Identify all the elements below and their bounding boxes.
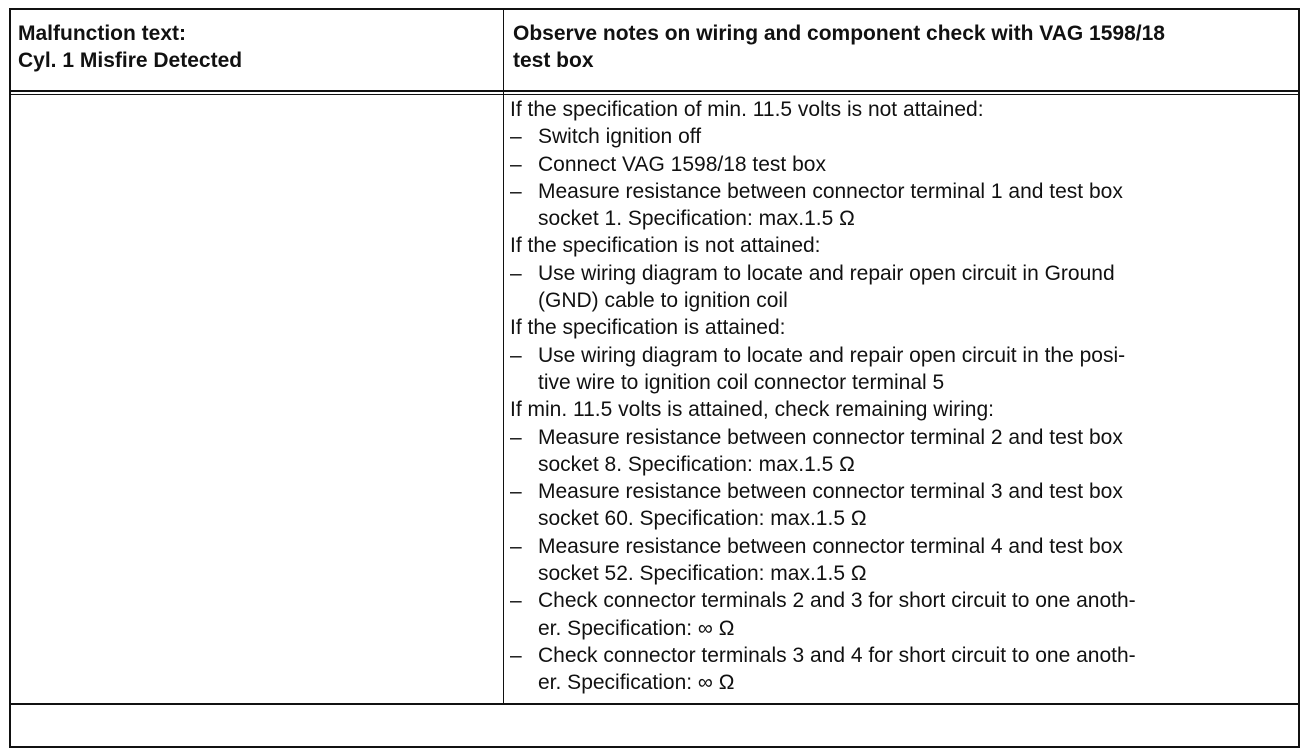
procedure-step — [510, 533, 1300, 588]
procedure-step — [510, 123, 1300, 150]
step-text-line: tive wire to ignition coil connector terminal 5 — [538, 370, 945, 394]
notes-header — [513, 20, 1293, 74]
step-bullet: – — [510, 480, 522, 504]
step-bullet: – — [510, 425, 522, 449]
malfunction-value: Cyl. 1 Misfire Detected — [18, 49, 243, 72]
malfunction-label: Malfunction text: — [18, 22, 186, 45]
step-text-line: socket 8. Specification: max.1.5 Ω — [538, 452, 855, 476]
step-text-line: Measure resistance between connector terminal 3 and test box — [538, 480, 1123, 504]
malfunction-header — [18, 20, 488, 74]
step-bullet: – — [510, 643, 522, 667]
procedure-step — [510, 642, 1300, 697]
step-text-line: socket 52. Specification: max.1.5 Ω — [538, 562, 867, 586]
condition-heading: If min. 11.5 volts is attained, check remaining wiring: — [510, 398, 994, 422]
step-bullet: – — [510, 534, 522, 558]
step-text — [538, 478, 1123, 533]
procedure-step — [510, 151, 1300, 178]
step-text — [538, 178, 1123, 233]
column-divider — [503, 10, 504, 703]
step-text-line: Measure resistance between connector terminal 1 and test box — [538, 179, 1123, 203]
condition-heading: If the specification is not attained: — [510, 234, 821, 258]
condition-heading: If the specification of min. 11.5 volts is not attained: — [510, 98, 984, 121]
step-text-line: Measure resistance between connector terminal 2 and test box — [538, 425, 1123, 449]
step-text — [538, 642, 1136, 697]
procedure-step — [510, 424, 1300, 479]
step-text-line: Check connector terminals 2 and 3 for short circuit to one anoth- — [538, 589, 1136, 613]
footer-divider — [11, 703, 1298, 705]
notes-header-line-1: Observe notes on wiring and component check with VAG 1598/18 — [513, 22, 1165, 45]
header-divider-inner — [11, 94, 1298, 95]
condition-heading: If the specification is attained: — [510, 316, 786, 340]
procedure-step — [510, 587, 1300, 642]
step-text-line: Check connector terminals 3 and 4 for short circuit to one anoth- — [538, 643, 1136, 667]
step-text — [538, 123, 701, 150]
step-text — [538, 342, 1125, 397]
step-text-line: socket 1. Specification: max.1.5 Ω — [538, 207, 855, 231]
step-text — [538, 260, 1115, 315]
procedure-step — [510, 178, 1300, 233]
step-bullet: – — [510, 179, 522, 203]
procedure-step — [510, 342, 1300, 397]
step-text — [538, 533, 1123, 588]
procedure-table — [9, 8, 1300, 748]
procedure-steps — [510, 96, 1300, 697]
step-text-line: Switch ignition off — [538, 125, 702, 149]
step-text-line: Use wiring diagram to locate and repair open circuit in Ground — [538, 261, 1115, 285]
step-text-line: Use wiring diagram to locate and repair open circuit in the posi- — [538, 343, 1126, 367]
step-text — [538, 424, 1123, 479]
step-text-line: Connect VAG 1598/18 test box — [538, 152, 826, 176]
notes-header-line-2: test box — [513, 49, 594, 72]
step-bullet: – — [510, 589, 522, 613]
step-text-line: socket 60. Specification: max.1.5 Ω — [538, 507, 867, 531]
step-text-line: er. Specification: ∞ Ω — [538, 671, 735, 695]
step-text — [538, 151, 826, 178]
step-bullet: – — [510, 261, 522, 285]
step-text — [538, 587, 1136, 642]
procedure-step — [510, 478, 1300, 533]
step-text-line: (GND) cable to ignition coil — [538, 289, 788, 313]
step-text-line: er. Specification: ∞ Ω — [538, 616, 735, 640]
step-text-line: Measure resistance between connector terminal 4 and test box — [538, 534, 1123, 558]
procedure-step — [510, 260, 1300, 315]
step-bullet: – — [510, 125, 522, 149]
header-divider — [11, 90, 1298, 92]
step-bullet: – — [510, 152, 522, 176]
step-bullet: – — [510, 343, 522, 367]
